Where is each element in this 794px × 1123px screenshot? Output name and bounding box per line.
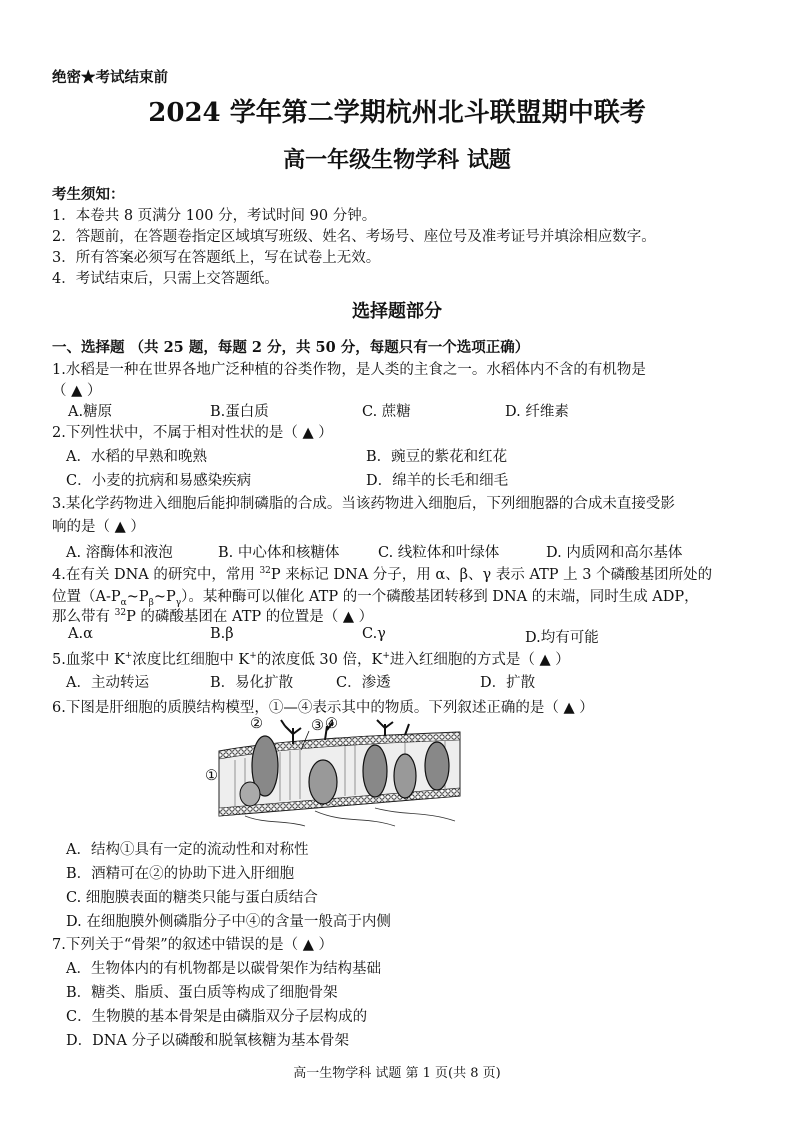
q2-option-b: B．豌豆的紫花和红花 bbox=[366, 449, 508, 465]
q5-option-a: A．主动转运 bbox=[66, 675, 149, 691]
question-4-stem: 4.在有关 DNA 的研究中，常用 $^{32}$P 来标记 DNA 分子，用 α、β、γ 表示 ATP 上 3 个磷酸基团所处的 bbox=[52, 566, 713, 583]
membrane-diagram bbox=[205, 716, 465, 831]
confidential-mark: 绝密★考试结束前 bbox=[52, 69, 168, 86]
q1-option-d: D. 纤维素 bbox=[505, 404, 569, 420]
question-3-stem-cont: 响的是（ ▲ ） bbox=[52, 519, 145, 535]
exam-subtitle: 高一年级生物学科 试题 bbox=[283, 147, 511, 173]
q5-option-d: D．扩散 bbox=[480, 675, 536, 691]
q7-option-b: B．糖类、脂质、蛋白质等构成了细胞骨架 bbox=[66, 985, 338, 1001]
page-footer: 高一生物学科 试题 第 1 页(共 8 页) bbox=[293, 1066, 501, 1081]
question-3-stem: 3.某化学药物进入细胞后能抑制磷脂的合成。当该药物进入细胞后，下列细胞器的合成未直接受影 bbox=[52, 496, 675, 512]
q4-option-a: A.α bbox=[68, 626, 93, 642]
q3-option-a: A. 溶酶体和液泡 bbox=[66, 545, 173, 561]
section-title: 选择题部分 bbox=[352, 301, 442, 322]
q4-option-d: D.均有可能 bbox=[525, 630, 599, 646]
q7-option-d: D．DNA 分子以磷酸和脱氧核糖为基本骨架 bbox=[66, 1033, 350, 1049]
q5-option-b: B．易化扩散 bbox=[210, 675, 294, 691]
notice-item: 4．考试结束后，只需上交答题纸。 bbox=[52, 271, 279, 287]
q4-option-c: C.γ bbox=[362, 626, 386, 642]
q6-option-b: B．酒精可在②的协助下进入肝细胞 bbox=[66, 866, 295, 882]
q3-option-b: B. 中心体和核糖体 bbox=[218, 545, 340, 561]
q6-option-d: D. 在细胞膜外侧磷脂分子中④的含量一般高于内侧 bbox=[66, 914, 391, 930]
label-1: ① bbox=[205, 768, 218, 784]
part-heading: 一、选择题 （共 25 题，每题 2 分，共 50 分，每题只有一个选项正确） bbox=[52, 339, 530, 356]
notice-item: 2．答题前，在答题卷指定区域填写班级、姓名、考场号、座位号及准考证号并填涂相应数字。 bbox=[52, 229, 656, 245]
q2-option-a: A．水稻的早熟和晚熟 bbox=[66, 449, 207, 465]
label-4: ④ bbox=[325, 716, 338, 732]
q3-option-c: C. 线粒体和叶绿体 bbox=[378, 545, 500, 561]
q3-option-d: D. 内质网和高尔基体 bbox=[546, 545, 683, 561]
q1-option-c: C. 蔗糖 bbox=[362, 404, 411, 420]
q2-option-c: C．小麦的抗病和易感染疾病 bbox=[66, 473, 252, 489]
q1-option-a: A.糖原 bbox=[68, 404, 113, 420]
notice-item: 3．所有答案必须写在答题纸上，写在试卷上无效。 bbox=[52, 250, 381, 266]
notice-item: 1．本卷共 8 页满分 100 分，考试时间 90 分钟。 bbox=[52, 208, 377, 224]
question-7-stem: 7.下列关于“骨架”的叙述中错误的是（ ▲ ） bbox=[52, 937, 334, 953]
fluid-mosaic-model bbox=[205, 716, 465, 831]
question-1-stem-cont: （ ▲ ） bbox=[52, 383, 102, 399]
question-1-stem: 1.水稻是一种在世界各地广泛种植的谷类作物，是人类的主食之一。水稻体内不含的有机物是 bbox=[52, 362, 646, 378]
q2-option-d: D．绵羊的长毛和细毛 bbox=[366, 473, 509, 489]
q6-option-a: A．结构①具有一定的流动性和对称性 bbox=[66, 842, 309, 858]
q6-option-c: C. 细胞膜表面的糖类只能与蛋白质结合 bbox=[66, 890, 318, 906]
label-2: ② bbox=[250, 716, 263, 732]
question-6-stem: 6.下图是肝细胞的质膜结构模型，①—④表示其中的物质。下列叙述正确的是（ ▲ ） bbox=[52, 700, 594, 716]
exam-title: 2024 学年第二学期杭州北斗联盟期中联考 bbox=[148, 98, 646, 128]
q5-option-c: C．渗透 bbox=[336, 675, 391, 691]
notice-heading: 考生须知： bbox=[52, 186, 125, 203]
question-5-stem: 5.血浆中 K+浓度比红细胞中 K+的浓度低 30 倍，K+进入红细胞的方式是（ ▲ ） bbox=[52, 651, 570, 668]
q4-option-b: B.β bbox=[210, 626, 234, 642]
question-4-stem-cont2: 那么带有 $^{32}$P 的磷酸基团在 ATP 的位置是（ ▲ ） bbox=[52, 608, 374, 625]
q1-option-b: B.蛋白质 bbox=[210, 404, 269, 420]
q7-option-c: C．生物膜的基本骨架是由磷脂双分子层构成的 bbox=[66, 1009, 368, 1025]
label-3: ③ bbox=[311, 718, 324, 734]
question-2-stem: 2.下列性状中，不属于相对性状的是（ ▲ ） bbox=[52, 425, 333, 441]
q7-option-a: A．生物体内的有机物都是以碳骨架作为结构基础 bbox=[66, 961, 381, 977]
question-4-stem-cont: 位置$(A-P_\alpha\sim P_\beta\sim P_\gamma)$。某种酶可以催化 ATP 的一个磷酸基团转移到 DNA 的末端，同时生成 ADP， bbox=[52, 589, 699, 608]
